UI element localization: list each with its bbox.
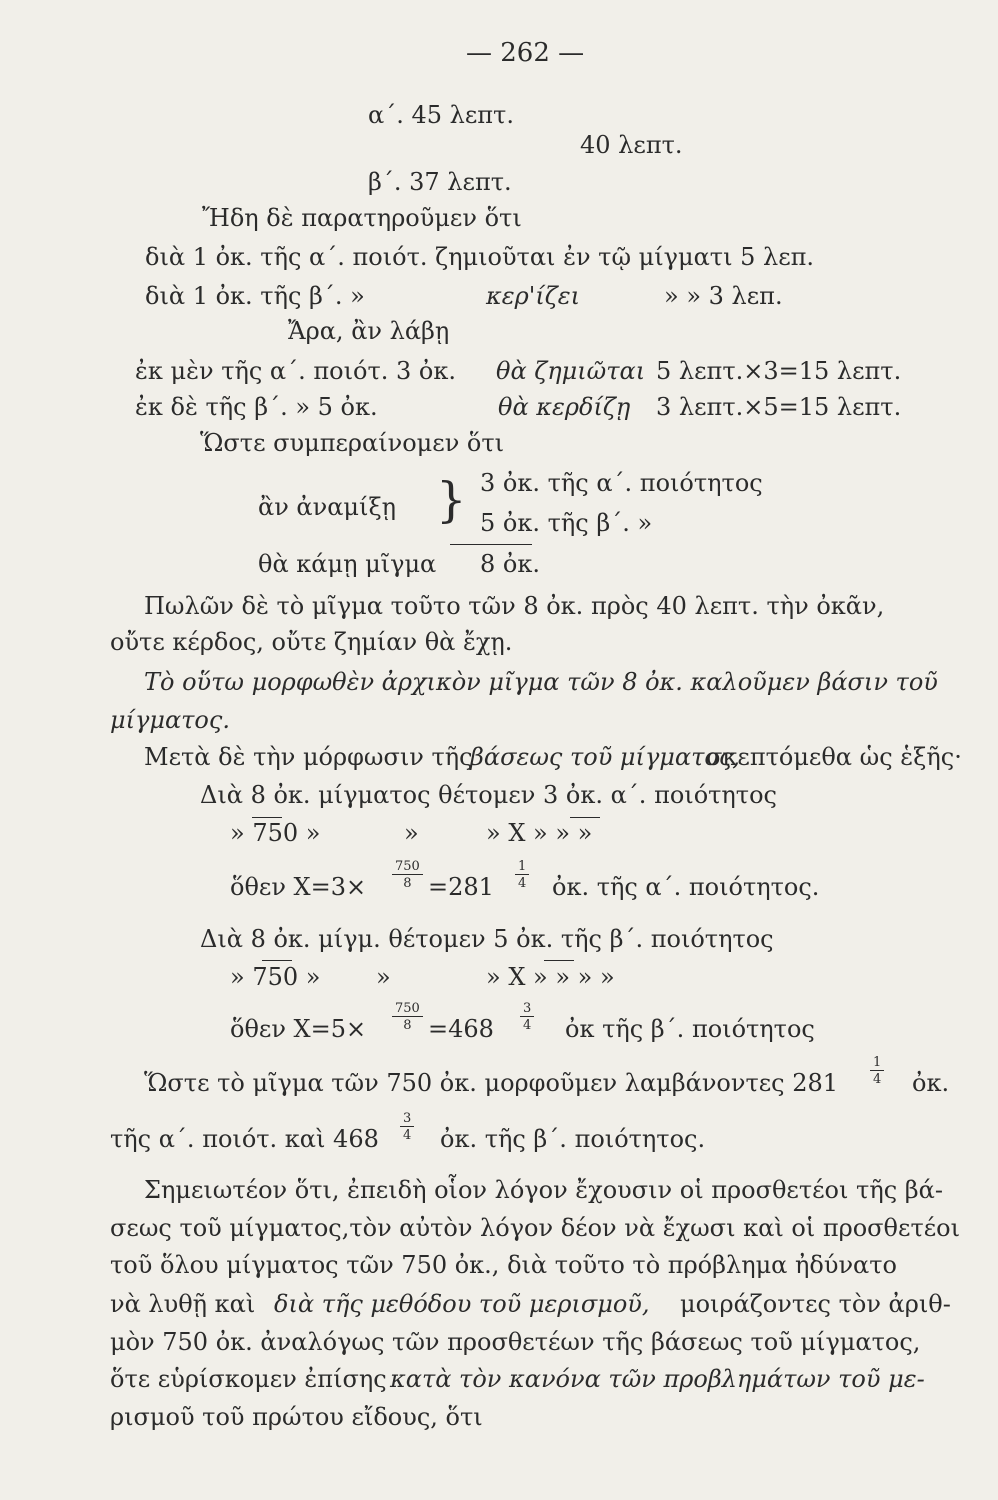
fraction-750-8-a: $\frac{750}{8}$	[392, 860, 423, 890]
text-line-17-b: βάσεως τοῦ μίγματος,	[470, 743, 740, 771]
fraction-1-4-b: $\frac{1}{4}$	[870, 1056, 884, 1086]
text-line-22-a: » 750 »	[230, 963, 321, 991]
text-line-23-b: =468	[428, 1015, 494, 1043]
rule-5	[544, 960, 574, 961]
text-line-31-b: κατὰ τὸν κανόνα τῶν προβλημάτων τοῦ με-	[390, 1365, 925, 1393]
text-line-4: Ἤδη δὲ παρατηροῦμεν ὅτι	[202, 204, 522, 232]
fraction-1-4-a: $\frac{1}{4}$	[515, 860, 529, 890]
text-line-20-c: ὀκ. τῆς α΄. ποιότητος.	[552, 873, 820, 901]
rule-8-b	[262, 960, 292, 961]
text-line-30: μὸν 750 ὀκ. ἀναλόγως τῶν προσθετέων τῆς βάσεως τοῦ μίγματος,	[110, 1328, 921, 1356]
text-line-10: Ὥστε συμπεραίνομεν ὅτι	[200, 429, 505, 457]
text-line-9-a: ἐκ δὲ τῆς β΄. » 5 ὀκ.	[135, 393, 378, 421]
text-line-29-a: νὰ λυθῇ καὶ	[110, 1290, 256, 1318]
text-line-31-a: ὅτε εὑρίσκομεν ἐπίσης	[110, 1365, 387, 1393]
text-line-15: Τὸ οὕτω μορφωθὲν ἀρχικὸν μῖγμα τῶν 8 ὀκ. καλοῦμεν βάσιν τοῦ	[144, 668, 938, 696]
fraction-3-4-a: $\frac{3}{4}$	[520, 1002, 534, 1032]
text-line-11-a: ἂν ἀναμίξῃ	[258, 493, 397, 521]
text-line-29-c: μοιράζοντες τὸν ἀριθ-	[680, 1290, 951, 1318]
text-line-3: β΄. 37 λεπτ.	[368, 168, 512, 196]
text-line-26: Σημειωτέον ὅτι, ἐπειδὴ οἷον λόγον ἔχουσιν οἱ προσθετέοι τῆς βά-	[144, 1176, 943, 1204]
text-line-20-a: ὅθεν X=3×	[230, 873, 367, 901]
text-line-24-b: ὀκ.	[912, 1069, 950, 1097]
text-line-8-b: θὰ ζημιῶται	[496, 357, 646, 385]
sum-rule	[450, 544, 532, 545]
fraction-750-8-b: $\frac{750}{8}$	[392, 1002, 423, 1032]
text-line-6-c: » » 3 λεπ.	[664, 282, 783, 310]
text-line-2: 40 λεπτ.	[580, 131, 683, 159]
text-line-24-a: Ὥστε τὸ μῖγμα τῶν 750 ὀκ. μορφοῦμεν λαμβάνοντες 281	[144, 1069, 839, 1097]
text-line-23-a: ὅθεν X=5×	[230, 1015, 367, 1043]
text-line-18: Διὰ 8 ὀκ. μίγματος θέτομεν 3 ὀκ. α΄. ποιότητος	[200, 781, 777, 809]
text-line-13: Πωλῶν δὲ τὸ μῖγμα τοῦτο τῶν 8 ὀκ. πρὸς 40 λεπτ. τὴν ὀκᾶν,	[144, 592, 885, 620]
text-line-17-a: Μετὰ δὲ τὴν μόρφωσιν τῆς	[144, 743, 473, 771]
text-line-1: α΄. 45 λεπτ.	[368, 101, 514, 129]
text-line-12-a: θὰ κάμῃ μῖγμα	[258, 550, 437, 578]
text-line-8-c: 5 λεπτ.×3=15 λεπτ.	[656, 357, 902, 385]
text-line-25-a: τῆς α΄. ποιότ. καὶ 468	[110, 1125, 379, 1153]
text-line-22-b: »	[376, 963, 391, 991]
text-line-6-a: διὰ 1 ὀκ. τῆς β΄. »	[145, 282, 365, 310]
text-line-21: Διὰ 8 ὀκ. μίγμ. θέτομεν 5 ὀκ. τῆς β΄. ποιότητος	[200, 925, 774, 953]
text-line-28: τοῦ ὅλου μίγματος τῶν 750 ὀκ., διὰ τοῦτο τὸ πρόβλημα ἠδύνατο	[110, 1251, 897, 1279]
fraction-3-4-b: $\frac{3}{4}$	[400, 1112, 414, 1142]
page-number: — 262 —	[466, 38, 585, 68]
text-line-29-b: διὰ τῆς μεθόδου τοῦ μερισμοῦ,	[274, 1290, 650, 1318]
text-line-6-b: κερ'ίζει	[486, 282, 581, 310]
text-line-22-c: » X » » » »	[486, 963, 615, 991]
text-line-16: μίγματος.	[110, 706, 230, 734]
text-line-20-b: =281	[428, 873, 494, 901]
text-line-7: Ἄρα, ἂν λάβῃ	[288, 317, 450, 345]
text-line-27: σεως τοῦ μίγματος,τὸν αὐτὸν λόγον δέον νὰ ἔχωσι καὶ οἱ προσθετέοι	[110, 1214, 961, 1242]
text-line-25-b: ὀκ. τῆς β΄. ποιότητος.	[440, 1125, 706, 1153]
text-line-17-c: σκεπτόμεθα ὡς ἑξῆς·	[706, 743, 962, 771]
text-line-19-a: » 750 »	[230, 819, 321, 847]
text-line-9-b: θὰ κερδίζῃ	[498, 393, 631, 421]
text-line-9-c: 3 λεπτ.×5=15 λεπτ.	[656, 393, 902, 421]
text-line-12-b: 8 ὀκ.	[480, 550, 540, 578]
text-line-19-b: »	[404, 819, 419, 847]
text-line-11-b: 3 ὀκ. τῆς α΄. ποιότητος	[480, 469, 763, 497]
text-line-23-c: ὀκ τῆς β΄. ποιότητος	[565, 1015, 815, 1043]
text-line-32: ρισμοῦ τοῦ πρώτου εἴδους, ὅτι	[110, 1403, 483, 1431]
text-line-11-c: 5 ὀκ. τῆς β΄. »	[480, 509, 653, 537]
text-line-14: οὔτε κέρδος, οὔτε ζημίαν θὰ ἔχῃ.	[110, 628, 513, 656]
text-line-8-a: ἐκ μὲν τῆς α΄. ποιότ. 3 ὀκ.	[135, 357, 456, 385]
text-line-19-c: » X » » »	[486, 819, 593, 847]
text-line-5: διὰ 1 ὀκ. τῆς α΄. ποιότ. ζημιοῦται ἐν τῷ μίγματι 5 λεπ.	[145, 243, 815, 271]
brace: }	[436, 472, 467, 528]
